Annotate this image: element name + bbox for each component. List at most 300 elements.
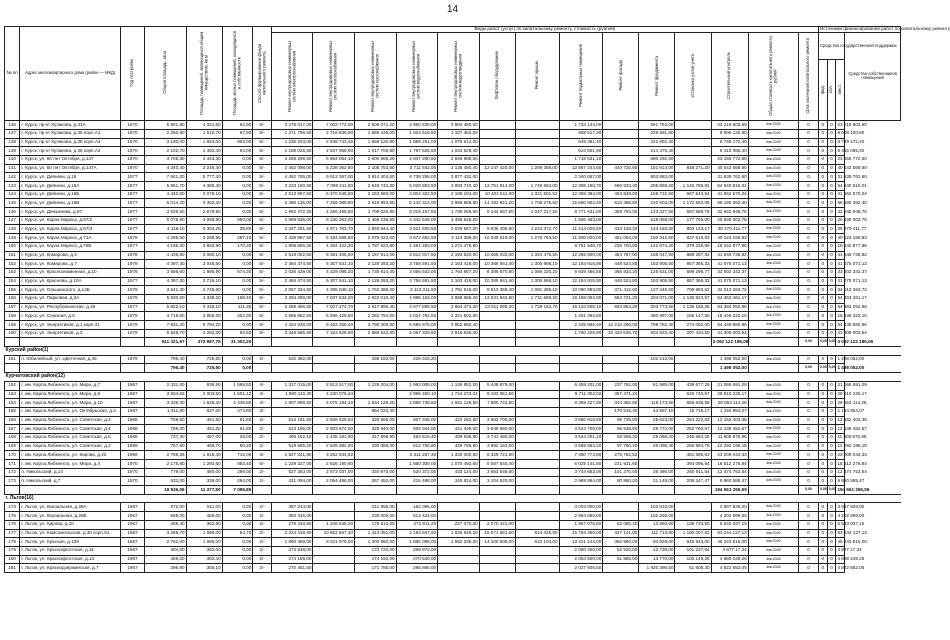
row-area-owners: 715,06 bbox=[222, 451, 253, 460]
row-total-area: 4 436,50 bbox=[145, 251, 187, 260]
row-number: 144 bbox=[5, 190, 20, 199]
total-blank bbox=[396, 364, 438, 373]
row-work-cost: 594 721,20 bbox=[603, 294, 639, 303]
row-fund-state: 0 bbox=[818, 260, 827, 269]
row-work-cost bbox=[603, 121, 639, 130]
row-work-cost bbox=[515, 546, 559, 555]
total-blank bbox=[675, 364, 711, 373]
table-row bbox=[5, 121, 901, 130]
row-work-cost bbox=[313, 407, 355, 416]
row-number: 157 bbox=[5, 303, 20, 312]
row-fund-state: 0 bbox=[827, 381, 836, 390]
row-work-cost: 1 907 899,50 bbox=[271, 399, 313, 408]
row-work-cost bbox=[438, 564, 480, 573]
row-work-cost: 2 128 293,20 bbox=[355, 277, 397, 286]
row-work-cost: 40 124 159,83 bbox=[711, 234, 748, 243]
row-work-cost: 1 967 076,60 bbox=[559, 520, 603, 529]
row-work-cost bbox=[639, 460, 675, 469]
row-deadline: 4кв.2026 bbox=[748, 251, 798, 260]
row-year: 1967 bbox=[120, 546, 144, 555]
table-row bbox=[5, 234, 901, 243]
table-row bbox=[5, 208, 901, 217]
row-work-cost: 3 650 918,50 bbox=[559, 416, 603, 425]
row-method: 5/- bbox=[253, 173, 272, 182]
row-address: г. Курск, ул. Энергетиков, д.3 bbox=[20, 329, 121, 338]
row-work-cost: 2 458 236,60 bbox=[355, 216, 397, 225]
row-total-area: 796,40 bbox=[145, 355, 187, 364]
row-work-cost: 2 113 386,00 bbox=[438, 234, 480, 243]
row-work-cost: 52 520,00 bbox=[603, 546, 639, 555]
row-work-cost: 2 498 818,00 bbox=[438, 216, 480, 225]
row-method: 5/- bbox=[253, 208, 272, 217]
row-fund-state: 0 bbox=[827, 251, 836, 260]
row-fund-state: 0 bbox=[818, 416, 827, 425]
row-area-common: 461,60 bbox=[186, 425, 222, 434]
row-work-cost bbox=[438, 407, 480, 416]
row-work-cost: 6 459 201,00 bbox=[559, 381, 603, 390]
col-total-area: Общая площадь, кв.м bbox=[145, 27, 187, 121]
row-work-cost: 519 665,20 bbox=[271, 442, 313, 451]
row-work-cost: 205 859,50 bbox=[639, 182, 675, 191]
row-method: 2/- bbox=[253, 546, 272, 555]
row-work-cost: 1 188 025,50 bbox=[271, 147, 313, 156]
row-work-cost: 12 184 915,90 bbox=[559, 260, 603, 269]
row-work-cost: 25 623,00 bbox=[639, 416, 675, 425]
row-method: 5/- bbox=[253, 147, 272, 156]
row-fund-state: 0 bbox=[799, 512, 819, 521]
row-method: 2/- bbox=[253, 425, 272, 434]
row-work-cost: 1 808 855,30 bbox=[271, 242, 313, 251]
row-work-cost: 18 512 276,84 bbox=[711, 460, 748, 469]
row-work-cost: 11 806 876,96 bbox=[711, 433, 748, 442]
row-work-cost bbox=[603, 355, 639, 364]
table-row bbox=[5, 173, 901, 182]
row-method: 2/- bbox=[253, 355, 272, 364]
row-fund-state: 0 bbox=[827, 294, 836, 303]
row-work-cost: 9 359 227,90 bbox=[559, 399, 603, 408]
row-area-owners: 674,30 bbox=[222, 268, 253, 277]
row-work-cost: 26 098,40 bbox=[639, 442, 675, 451]
row-work-cost bbox=[479, 147, 515, 156]
row-fund-state: 0 bbox=[818, 425, 827, 434]
row-year: 1967 bbox=[120, 512, 144, 521]
row-total-area: 759,50 bbox=[145, 416, 187, 425]
row-area-common: 461,50 bbox=[186, 416, 222, 425]
row-work-cost: 2 027 605,50 bbox=[559, 564, 603, 573]
row-work-cost: 613 468,80 bbox=[603, 199, 639, 208]
row-work-cost: 54 940 815,01 bbox=[711, 182, 748, 191]
row-area-owners: 111,30 bbox=[222, 303, 253, 312]
row-area-common: 2 679,90 bbox=[186, 208, 222, 217]
row-work-cost: 295 866,00 bbox=[396, 564, 438, 573]
row-work-cost: 1 194 854,07 bbox=[711, 407, 748, 416]
row-work-cost: 1 146 852,00 bbox=[438, 381, 480, 390]
row-work-cost: 2 535 382,80 bbox=[313, 442, 355, 451]
row-fund-state: 0 bbox=[818, 433, 827, 442]
row-work-cost bbox=[479, 216, 515, 225]
row-address: г. Льгов, ул. Краснодзержинская, д.7 bbox=[20, 564, 121, 573]
row-work-cost: 1 787 623,80 bbox=[355, 242, 397, 251]
row-work-cost: 328 585,00 bbox=[355, 416, 397, 425]
row-work-cost: 2 060 400,00 bbox=[559, 546, 603, 555]
row-work-cost: 34 013 263,72 bbox=[711, 286, 748, 295]
row-work-cost: 5 307 541,10 bbox=[313, 277, 355, 286]
row-year: 1978 bbox=[120, 268, 144, 277]
row-address: г. Льгов, ул. Краснофлотская, д.13 bbox=[20, 555, 121, 564]
row-year: 1977 bbox=[120, 173, 144, 182]
total-blank bbox=[559, 338, 603, 347]
row-work-cost: 210 504,00 bbox=[639, 199, 675, 208]
row-area-owners: 0,00 bbox=[222, 538, 253, 547]
row-work-cost: 499 152,10 bbox=[271, 433, 313, 442]
row-work-cost: 41 308 002,54 bbox=[711, 329, 748, 338]
row-year: 1977 bbox=[120, 303, 144, 312]
row-fund-state: 0 bbox=[799, 390, 819, 399]
row-work-cost bbox=[603, 216, 639, 225]
row-fund-owners: 4 889 249,26 bbox=[836, 555, 845, 564]
row-work-cost: 2 989 864,00 bbox=[559, 477, 603, 486]
row-fund-state: 0 bbox=[827, 529, 836, 538]
row-work-cost: 1 634 126,20 bbox=[355, 399, 397, 408]
row-work-cost: 532 382,00 bbox=[271, 355, 313, 364]
row-work-cost: 9 008 120,80 bbox=[711, 129, 748, 138]
row-work-cost: 52 080,40 bbox=[603, 520, 639, 529]
row-work-cost: 453 849,00 bbox=[603, 190, 639, 199]
row-work-cost: 208 247,47 bbox=[675, 477, 711, 486]
row-number: 173 bbox=[5, 477, 20, 486]
row-method: 2/- bbox=[253, 520, 272, 529]
row-method: 2/- bbox=[253, 503, 272, 512]
row-fund-state: 0 bbox=[818, 564, 827, 573]
row-work-cost: 40 543 569,60 bbox=[711, 164, 748, 173]
row-work-cost: 2 079 022,00 bbox=[355, 234, 397, 243]
col-work-deadline: Срок окончания капитального ремонта bbox=[799, 32, 819, 121]
row-fund-owners: 8 749 172,40 bbox=[836, 138, 845, 147]
row-work-cost: 7 153 528,90 bbox=[313, 329, 355, 338]
row-work-cost: 889 267,82 bbox=[675, 251, 711, 260]
row-deadline: 4кв.2026 bbox=[748, 208, 798, 217]
total-blank bbox=[20, 338, 121, 347]
row-work-cost bbox=[515, 390, 559, 399]
row-fund-owners: 4 202 699,00 bbox=[836, 512, 845, 521]
row-work-cost bbox=[479, 546, 515, 555]
row-work-cost: 21 148,00 bbox=[639, 477, 675, 486]
row-work-cost: 3 294 289,00 bbox=[271, 294, 313, 303]
row-work-cost: 29 810 225,17 bbox=[711, 390, 748, 399]
row-year: 1970 bbox=[120, 121, 144, 130]
row-fund-state: 0 bbox=[818, 286, 827, 295]
row-total-area: 3 526,50 bbox=[145, 208, 187, 217]
row-work-cost: 1 275 763,50 bbox=[515, 234, 559, 243]
row-work-cost: 14 100 506,00 bbox=[479, 538, 515, 547]
row-work-cost: 12 751 814,00 bbox=[479, 182, 515, 191]
row-fund-owners: 23 009 044,33 bbox=[836, 451, 845, 460]
row-work-cost: 10 402 511,00 bbox=[479, 190, 515, 199]
row-total-area: 396,90 bbox=[145, 564, 187, 573]
row-work-cost: 481 695,63 bbox=[675, 451, 711, 460]
row-fund-owners: 54 940 815,01 bbox=[836, 182, 845, 191]
total-blank bbox=[639, 338, 675, 347]
row-area-common: 511,00 bbox=[186, 503, 222, 512]
row-work-cost: 13 738,00 bbox=[639, 546, 675, 555]
row-work-cost: 207 434,50 bbox=[675, 329, 711, 338]
row-deadline: 4кв.2026 bbox=[748, 433, 798, 442]
row-work-cost: 45 243 815,00 bbox=[711, 538, 748, 547]
total-blank bbox=[515, 338, 559, 347]
row-fund-state: 0 bbox=[827, 477, 836, 486]
row-fund-state: 0 bbox=[799, 329, 819, 338]
row-work-cost: 274 185,00 bbox=[271, 555, 313, 564]
table-row bbox=[5, 155, 901, 164]
row-work-cost: 7 490 773,80 bbox=[559, 451, 603, 460]
row-work-cost: 51 605,30 bbox=[675, 564, 711, 573]
row-work-cost: 239 005,00 bbox=[355, 512, 397, 521]
row-area-owners: 0,00 bbox=[222, 286, 253, 295]
row-area-owners: 0,00 bbox=[222, 251, 253, 260]
row-fund-owners: 31 539 762,60 bbox=[836, 173, 845, 182]
row-work-cost: 136 733,50 bbox=[675, 520, 711, 529]
row-fund-state: 0 bbox=[818, 329, 827, 338]
row-work-cost: 3 692 163,00 bbox=[479, 442, 515, 451]
row-fund-state: 0 bbox=[818, 234, 827, 243]
row-fund-state: 0 bbox=[818, 147, 827, 156]
row-total-area: 767,60 bbox=[145, 442, 187, 451]
row-area-common: 1 626,40 bbox=[186, 399, 222, 408]
row-total-area: 4 718,50 bbox=[145, 312, 187, 321]
row-work-cost: 3 744 653,00 bbox=[559, 468, 603, 477]
row-work-cost: 4 202 699,00 bbox=[711, 512, 748, 521]
table-row bbox=[5, 529, 901, 538]
row-work-cost: 1 066 220,20 bbox=[515, 268, 559, 277]
row-method: 5/- bbox=[253, 138, 272, 147]
row-fund-state: 0 bbox=[818, 468, 827, 477]
row-work-cost: 5 595 429,50 bbox=[313, 312, 355, 321]
row-area-owners: 299,00 bbox=[222, 468, 253, 477]
total-blank bbox=[120, 486, 144, 495]
section-heading-row bbox=[5, 373, 901, 382]
row-work-cost: 409 938,80 bbox=[438, 433, 480, 442]
row-work-cost: 421 448,00 bbox=[438, 425, 480, 434]
row-work-cost: 5 087 540,40 bbox=[479, 460, 515, 469]
row-work-cost bbox=[515, 477, 559, 486]
row-work-cost: 102 212,00 bbox=[639, 355, 675, 364]
row-fund-state: 0 bbox=[827, 199, 836, 208]
row-work-cost bbox=[515, 460, 559, 469]
row-fund-state: 0 bbox=[818, 355, 827, 364]
row-fund-state: 0 bbox=[827, 242, 836, 251]
row-work-cost bbox=[603, 503, 639, 512]
row-fund-owners: 20 938 002,78 bbox=[836, 216, 845, 225]
row-total-area: 4 340,40 bbox=[145, 164, 187, 173]
row-year: 1970 bbox=[120, 477, 144, 486]
row-work-cost: 222 992,40 bbox=[639, 138, 675, 147]
row-address: г. Курск, ул. Республиканская, д.48 bbox=[20, 303, 121, 312]
row-work-cost bbox=[515, 451, 559, 460]
row-year: 1970 bbox=[120, 147, 144, 156]
row-work-cost: 81 585,00 bbox=[639, 381, 675, 390]
row-work-cost: 1 552 236,00 bbox=[438, 538, 480, 547]
col-work-sewage: Ремонт внутридомовых инженерных систем водоотведения bbox=[438, 32, 480, 121]
row-work-cost: 3 278 017,00 bbox=[271, 121, 313, 130]
row-work-cost: 4 889 249,26 bbox=[711, 555, 748, 564]
col-fund-federal: фед. bbox=[818, 60, 827, 121]
row-address: г. им. Карла Либкнехта, ул. Мира, д.4 bbox=[20, 460, 121, 469]
row-work-cost: 171 785,00 bbox=[355, 564, 397, 573]
table-row bbox=[5, 503, 901, 512]
row-method: 2/- bbox=[253, 538, 272, 547]
row-work-cost: 12 398 160,70 bbox=[559, 182, 603, 191]
row-number: 140 bbox=[5, 155, 20, 164]
row-work-cost bbox=[515, 442, 559, 451]
row-work-cost: 2 513 967,50 bbox=[271, 190, 313, 199]
row-work-cost: 2 484 474,50 bbox=[271, 277, 313, 286]
total-blank bbox=[313, 486, 355, 495]
row-fund-state: 0 bbox=[799, 399, 819, 408]
row-fund-state: 0 bbox=[799, 433, 819, 442]
row-work-cost: 1 709 026,80 bbox=[355, 208, 397, 217]
row-work-cost: 18 242 877,96 bbox=[711, 242, 748, 251]
row-deadline: 4кв.2026 bbox=[748, 312, 798, 321]
row-fund-state: 0 bbox=[799, 477, 819, 486]
row-method: 5/- bbox=[253, 268, 272, 277]
row-work-cost: 2 868 522,80 bbox=[355, 329, 397, 338]
row-work-cost: 2 864 473,20 bbox=[438, 303, 480, 312]
row-fund-state: 0 bbox=[827, 268, 836, 277]
row-work-cost: 383 345,00 bbox=[271, 512, 313, 521]
row-fund-state: 0 bbox=[818, 182, 827, 191]
row-method: 5/- bbox=[253, 129, 272, 138]
row-work-cost: 614 425,90 bbox=[515, 529, 559, 538]
row-work-cost: 1 659 435,00 bbox=[355, 129, 397, 138]
row-work-cost: 427 141,00 bbox=[603, 529, 639, 538]
table-row bbox=[5, 312, 901, 321]
total-area-common: 11 377,50 bbox=[186, 486, 222, 495]
row-work-cost bbox=[479, 503, 515, 512]
row-work-cost: 4 284 422,30 bbox=[313, 242, 355, 251]
row-fund-state: 0 bbox=[827, 260, 836, 269]
total-row bbox=[5, 486, 901, 495]
row-work-cost: 2 193 532,00 bbox=[438, 251, 480, 260]
row-work-cost bbox=[603, 564, 639, 573]
row-work-cost: 102 265,00 bbox=[639, 512, 675, 521]
row-address: г. им. Карла Либкнехта, ул. Мира, д.10 bbox=[20, 399, 121, 408]
row-year: 1967 bbox=[120, 390, 144, 399]
row-work-cost: 2 026 429,00 bbox=[271, 268, 313, 277]
col-work-control: Строительный контроль bbox=[711, 32, 748, 121]
row-method: 5/- bbox=[253, 277, 272, 286]
row-deadline: 4кв.2026 bbox=[748, 155, 798, 164]
row-work-cost: 1 735 914,40 bbox=[355, 268, 397, 277]
row-work-cost: 803 123,17 bbox=[675, 225, 711, 234]
row-fund-state: 0 bbox=[799, 407, 819, 416]
row-work-cost bbox=[479, 173, 515, 182]
row-fund-state: 0 bbox=[827, 216, 836, 225]
row-fund-state: 0 bbox=[827, 208, 836, 217]
row-work-cost bbox=[355, 390, 397, 399]
row-work-cost: 273 538,00 bbox=[271, 546, 313, 555]
row-work-cost: 3 758 691,50 bbox=[396, 277, 438, 286]
row-fund-owners: 41 075 071,13 bbox=[836, 260, 845, 269]
row-work-cost: 1 017 700,80 bbox=[355, 147, 397, 156]
row-work-cost: 10 465 033,00 bbox=[479, 251, 515, 260]
row-area-owners: 61,60 bbox=[222, 425, 253, 434]
row-work-cost bbox=[515, 138, 559, 147]
row-total-area: 4 118,10 bbox=[145, 225, 187, 234]
row-work-cost: 2 189 104,00 bbox=[438, 190, 480, 199]
row-work-cost: 150 342,50 bbox=[639, 234, 675, 243]
row-work-cost: 241 956,00 bbox=[355, 503, 397, 512]
row-total-area: 2 769,26 bbox=[145, 451, 187, 460]
row-work-cost: 1 075 614,00 bbox=[438, 138, 480, 147]
row-address: п. Никольский, д.7 bbox=[20, 477, 121, 486]
col-work-meters: Установка узлов учета bbox=[675, 32, 711, 121]
row-address: г. Курск, ул. 50 лет Октября, д.147 bbox=[20, 155, 121, 164]
row-work-cost bbox=[479, 407, 515, 416]
row-area-common: 1 924,00 bbox=[186, 138, 222, 147]
row-fund-state: 0 bbox=[799, 503, 819, 512]
row-work-cost bbox=[515, 381, 559, 390]
row-work-cost: 9 939 456,50 bbox=[559, 268, 603, 277]
row-area-owners: 950,00 bbox=[222, 216, 253, 225]
row-work-cost: 658 638,58 bbox=[675, 399, 711, 408]
row-area-owners: 1 501,12 bbox=[222, 390, 253, 399]
row-work-cost: 1 724 273,04 bbox=[438, 390, 480, 399]
row-fund-state: 0 bbox=[827, 512, 836, 521]
row-deadline: 4кв.2026 bbox=[748, 564, 798, 573]
row-fund-state: 0 bbox=[818, 294, 827, 303]
row-area-common: 1 890,00 bbox=[186, 529, 222, 538]
table-row bbox=[5, 268, 901, 277]
row-work-cost: 338 152,00 bbox=[355, 355, 397, 364]
row-work-cost: 16 158 062,80 bbox=[559, 294, 603, 303]
row-method: 5/- bbox=[253, 321, 272, 330]
row-work-cost: 3 544 201,10 bbox=[559, 433, 603, 442]
row-number: 174 bbox=[5, 503, 20, 512]
row-year: 1977 bbox=[120, 242, 144, 251]
row-work-cost: 4 075 184,10 bbox=[313, 399, 355, 408]
row-work-cost: 1 034 528,40 bbox=[438, 147, 480, 156]
total-fund-state: 0,00 bbox=[799, 486, 819, 495]
row-work-cost: 41 646 738,82 bbox=[711, 251, 748, 260]
row-work-cost: 1 317 015,00 bbox=[271, 381, 313, 390]
total-blank bbox=[253, 364, 272, 373]
row-fund-state: 0 bbox=[818, 251, 827, 260]
row-number: 176 bbox=[5, 520, 20, 529]
row-number: 151 bbox=[5, 251, 20, 260]
row-total-area: 6 014,40 bbox=[145, 199, 187, 208]
row-total-area: 779,00 bbox=[145, 468, 187, 477]
row-number: 141 bbox=[5, 164, 20, 173]
row-year: 1970 bbox=[120, 138, 144, 147]
row-work-cost: 3 015 157,50 bbox=[396, 208, 438, 217]
row-deadline: 4кв.2026 bbox=[748, 416, 798, 425]
row-work-cost: 254 222,83 bbox=[675, 416, 711, 425]
row-address: г. Курск, пр-кт Кулакова, д.35 корп.А1 bbox=[20, 129, 121, 138]
row-work-cost: 10 090 983,00 bbox=[559, 286, 603, 295]
row-work-cost: 94 926,00 bbox=[639, 538, 675, 547]
row-work-cost: 2 135 450,40 bbox=[438, 164, 480, 173]
row-work-cost: 3 852 950,40 bbox=[438, 321, 480, 330]
row-fund-owners: 8 415 065,40 bbox=[836, 147, 845, 156]
row-work-cost: 513 166,00 bbox=[271, 425, 313, 434]
row-work-cost: 1 729 163,70 bbox=[515, 303, 559, 312]
row-deadline: 4кв.2026 bbox=[748, 216, 798, 225]
row-fund-state: 0 bbox=[827, 399, 836, 408]
row-fund-owners: 4 877 17,34 bbox=[836, 546, 845, 555]
row-fund-owners: 11 806 876,96 bbox=[836, 433, 845, 442]
row-area-common: 2 716,10 bbox=[186, 277, 222, 286]
row-area-common: 4 362,40 bbox=[186, 199, 222, 208]
